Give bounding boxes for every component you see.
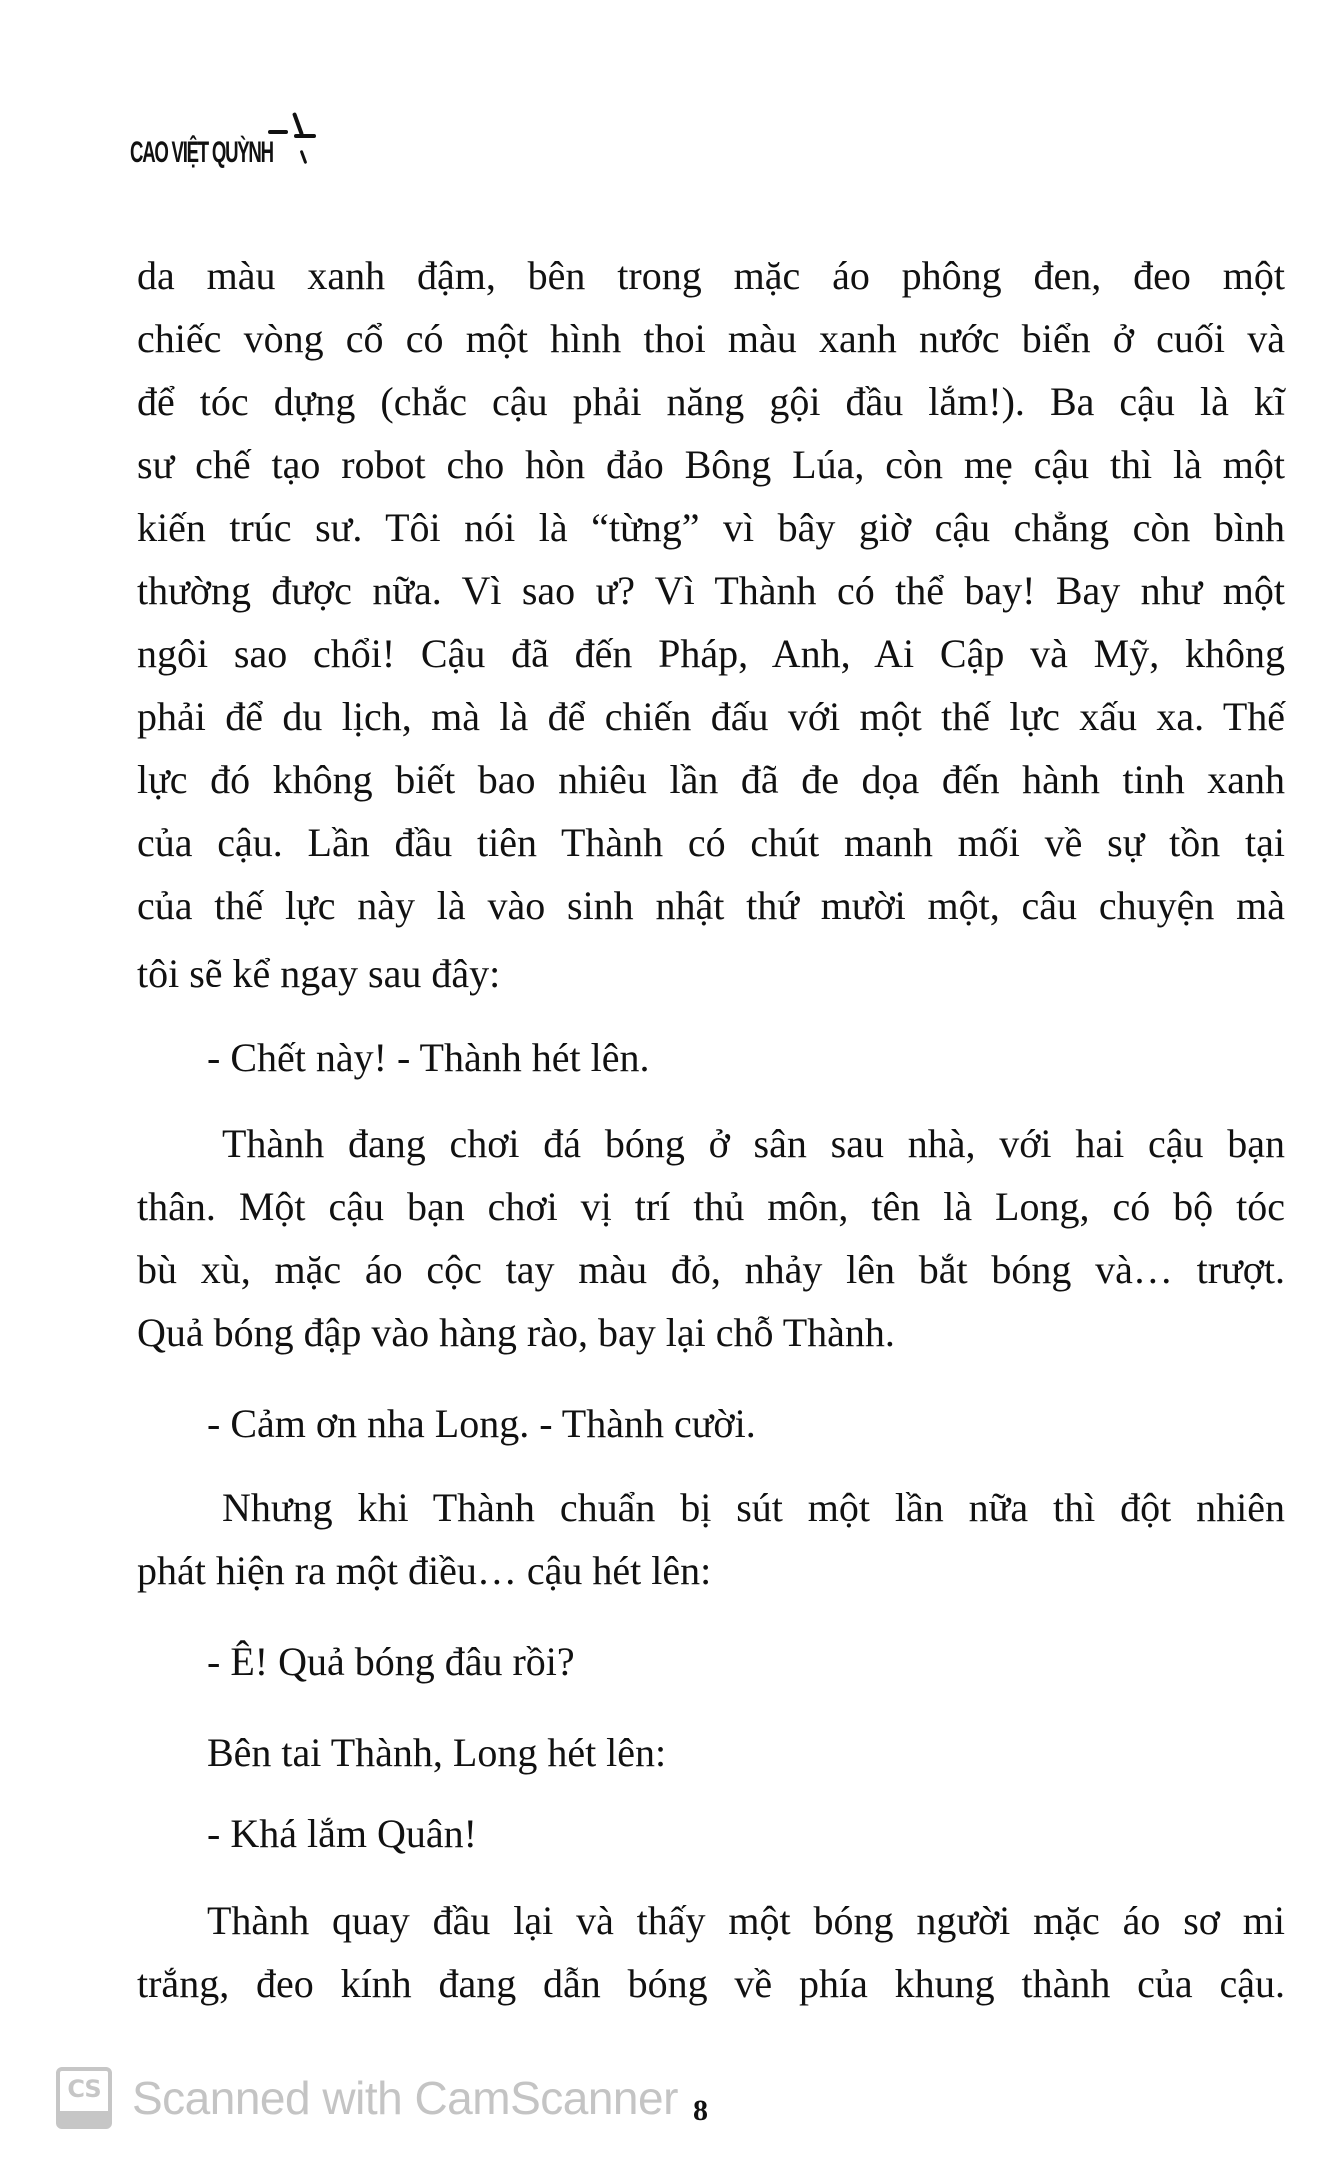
text-line: Nhưng khi Thành chuẩn bị sút một lần nữa thì đột nhiên [222, 1485, 1285, 1530]
text-line: thân. Một cậu bạn chơi vị trí thủ môn, tên là Long, có bộ tóc [137, 1184, 1285, 1229]
camscanner-logo-icon: CS [56, 2067, 112, 2129]
text-line: chiếc vòng cổ có một hình thoi màu xanh nước biển ở cuối và [137, 316, 1285, 361]
page-number: 8 [693, 2094, 708, 2127]
text-line: tôi sẽ kể ngay sau đây: [137, 951, 501, 996]
dialogue-line: - Cảm ơn nha Long. - Thành cười. [207, 1401, 756, 1446]
text-line: Thành quay đầu lại và thấy một bóng người mặc áo sơ mi [207, 1898, 1285, 1943]
text-line: da màu xanh đậm, bên trong mặc áo phông đen, đeo một [137, 253, 1285, 298]
text-line: ngôi sao chổi! Cậu đã đến Pháp, Anh, Ai Cập và Mỹ, không [137, 631, 1285, 676]
text-line: để tóc dựng (chắc cậu phải năng gội đầu lắm!). Ba cậu là kĩ [137, 379, 1285, 424]
text-line: kiến trúc sư. Tôi nói là “từng” vì bây giờ cậu chẳng còn bình [137, 505, 1285, 550]
text-line: Bên tai Thành, Long hét lên: [207, 1730, 667, 1775]
text-line: Quả bóng đập vào hàng rào, bay lại chỗ Thành. [137, 1310, 895, 1355]
dialogue-line: - Chết này! - Thành hét lên. [207, 1035, 650, 1080]
text-line: phát hiện ra một điều… cậu hét lên: [137, 1548, 712, 1593]
camscanner-watermark [56, 2068, 678, 2128]
dialogue-line: - Khá lắm Quân! [207, 1811, 477, 1856]
running-header-author: CAO VIỆT QUỲNH [130, 136, 273, 169]
text-line: Thành đang chơi đá bóng ở sân sau nhà, với hai cậu bạn [222, 1121, 1285, 1166]
text-line: lực đó không biết bao nhiêu lần đã đe dọa đến hành tinh xanh [137, 757, 1285, 802]
text-line: của cậu. Lần đầu tiên Thành có chút manh mối về sự tồn tại [137, 820, 1285, 865]
text-line: của thế lực này là vào sinh nhật thứ mười một, câu chuyện mà [137, 883, 1285, 928]
text-line: phải để du lịch, mà là để chiến đấu với một thế lực xấu xa. Thế [137, 694, 1285, 739]
watermark-text: Scanned with CamScanner [132, 2072, 678, 2124]
text-line: thường được nữa. Vì sao ư? Vì Thành có thể bay! Bay như một [137, 568, 1285, 613]
dialogue-line: - Ê! Quả bóng đâu rồi? [207, 1639, 575, 1684]
text-line: bù xù, mặc áo cộc tay màu đỏ, nhảy lên bắt bóng và… trượt. [137, 1247, 1285, 1292]
text-line: trắng, đeo kính đang dẫn bóng về phía khung thành của cậu. [137, 1961, 1285, 2006]
header-ornament-icon [268, 104, 308, 164]
text-line: sư chế tạo robot cho hòn đảo Bông Lúa, còn mẹ cậu thì là một [137, 442, 1285, 487]
